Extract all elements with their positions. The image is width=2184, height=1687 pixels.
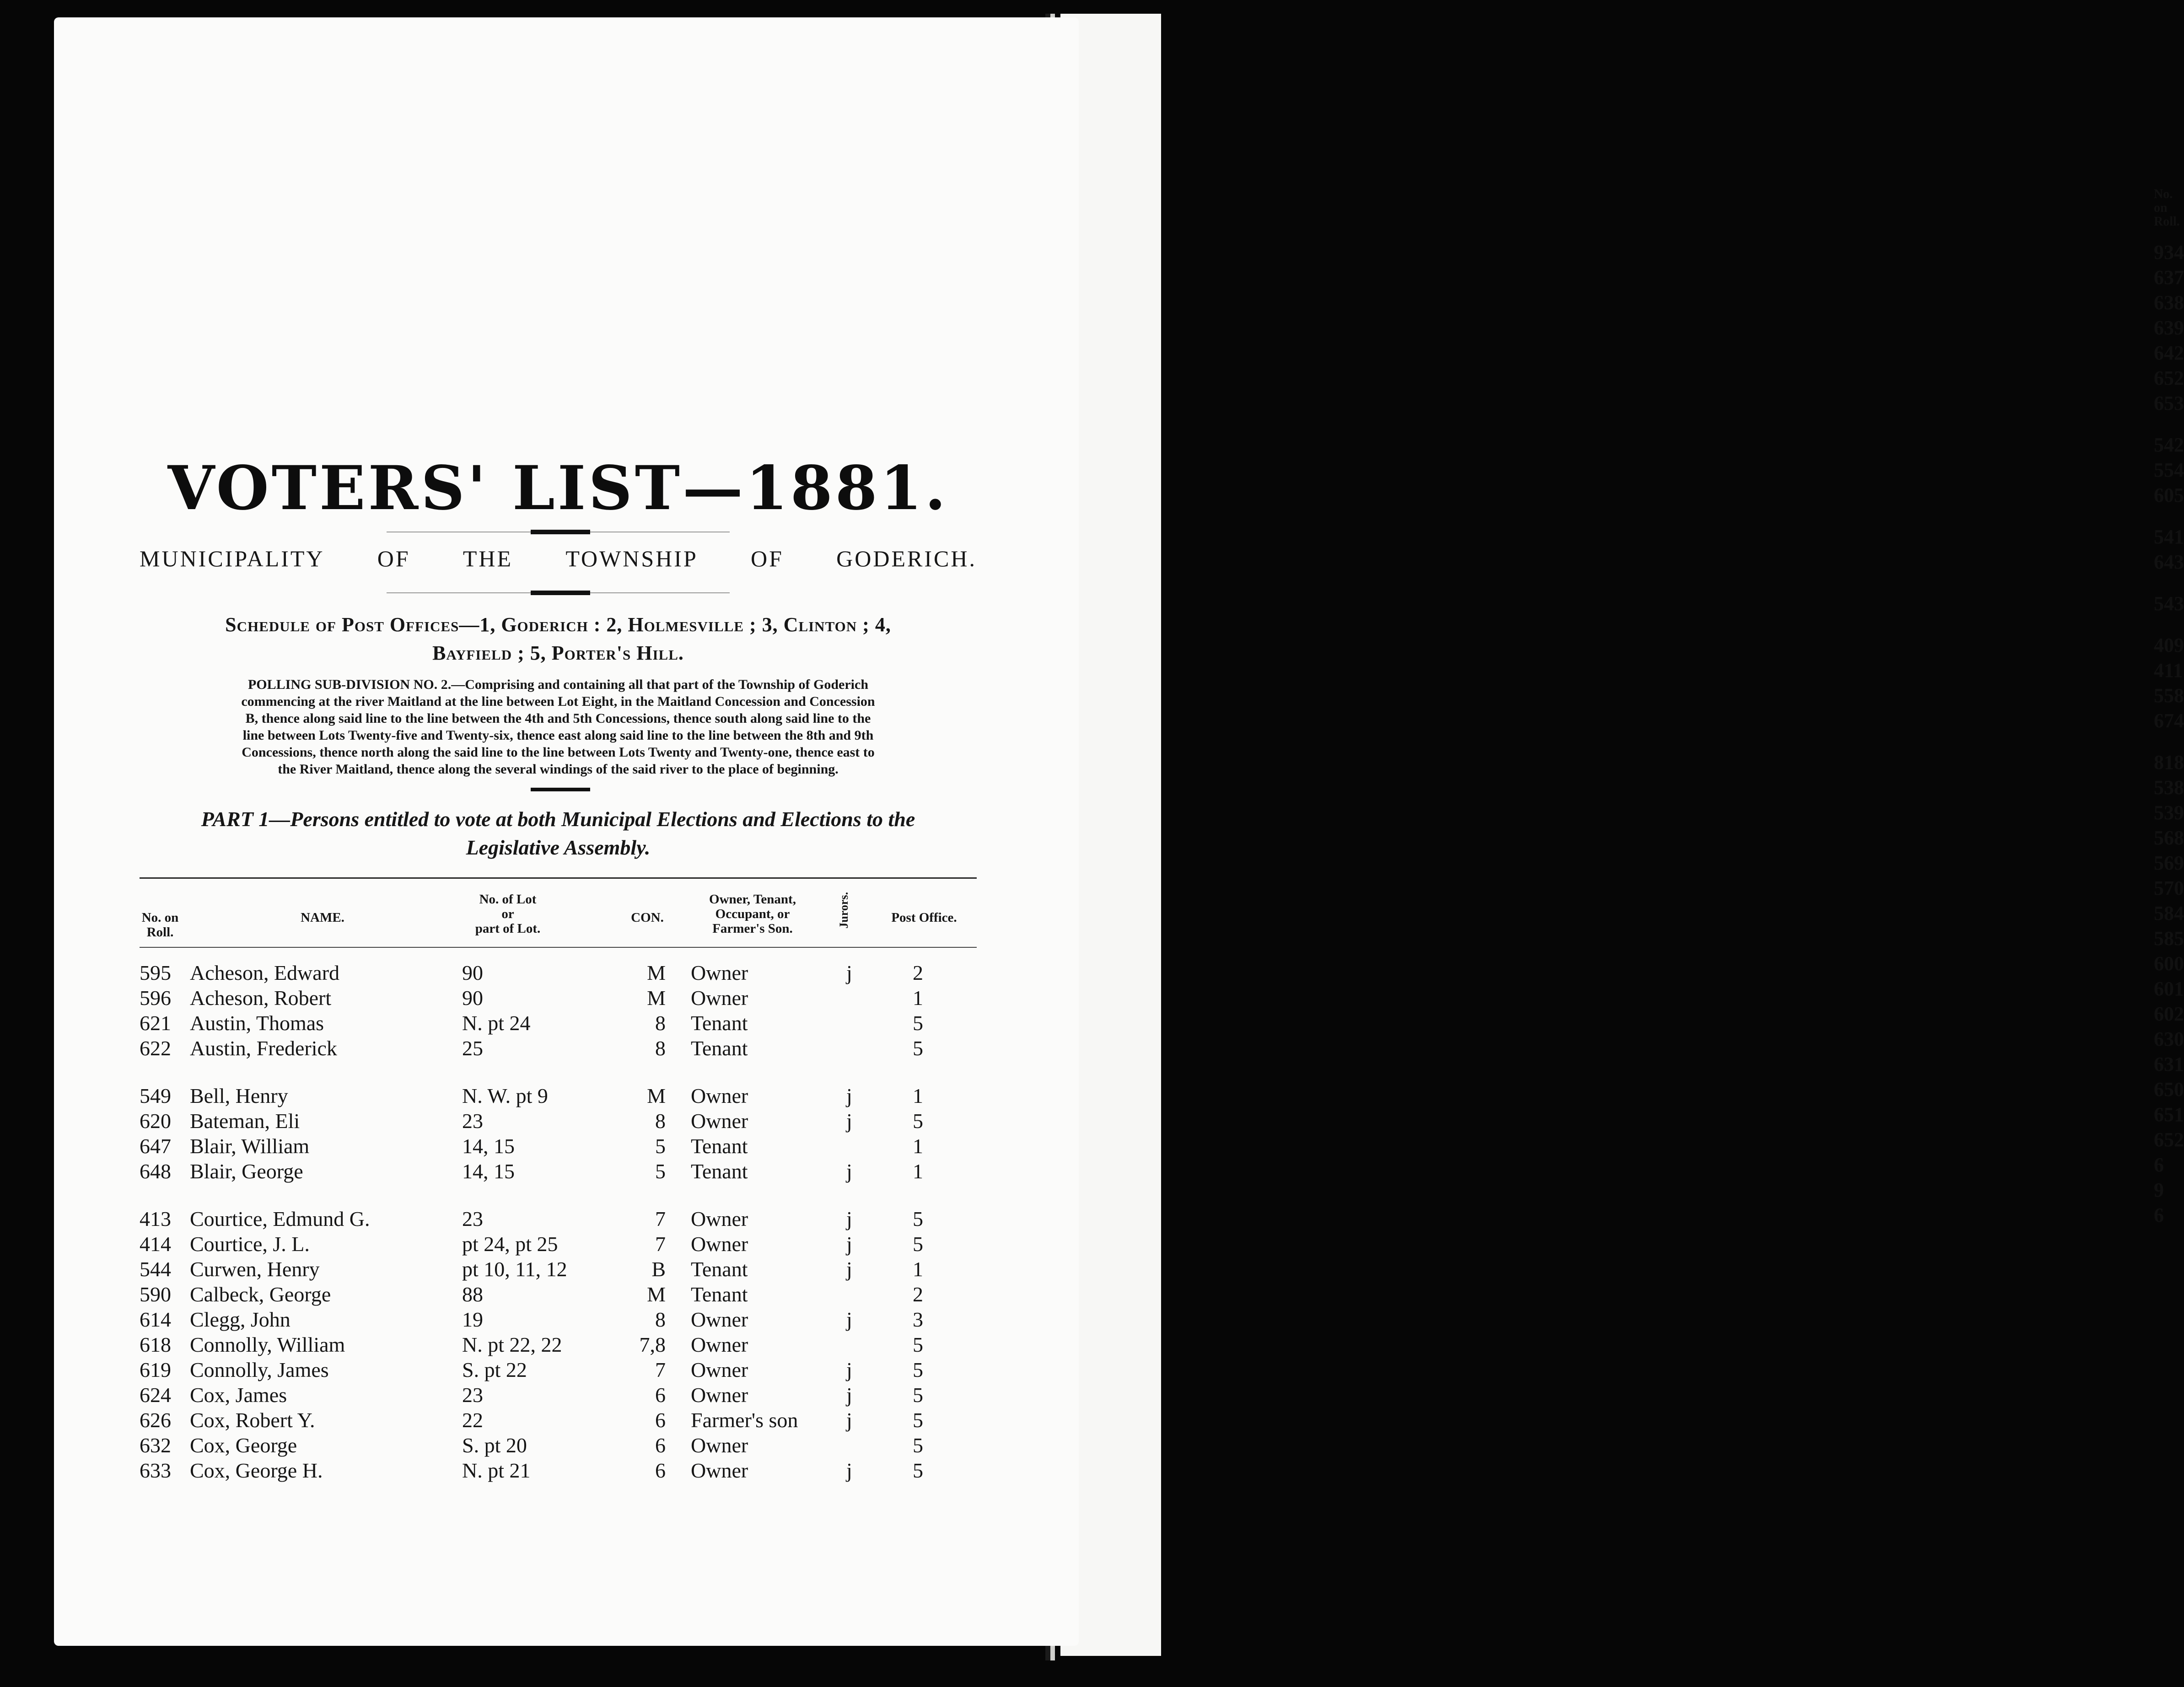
lot-number: 14, 15 <box>462 1134 515 1158</box>
owner-status: Owner <box>691 1358 748 1381</box>
post-office-number: 3 <box>913 1308 923 1331</box>
post-office-number: 1 <box>913 1084 923 1107</box>
header-owner: Owner, Tenant, Occupant, or Farmer's Son. <box>709 892 796 936</box>
owner-status: Owner <box>691 1109 748 1133</box>
header-roll: No. on Roll. <box>141 910 179 940</box>
rule-thick-2 <box>531 591 590 595</box>
next-page-roll-number: 6 <box>2154 1204 2164 1226</box>
concession: 7,8 <box>639 1333 666 1356</box>
voter-name: Acheson, Robert <box>190 986 332 1010</box>
lot-number: S. pt 20 <box>462 1434 527 1457</box>
concession: 5 <box>655 1160 666 1183</box>
next-page-roll-number: 543 <box>2154 592 2184 615</box>
lot-number: N. pt 22, 22 <box>462 1333 562 1356</box>
next-page-roll-number: 637 <box>2154 266 2184 289</box>
roll-number: 590 <box>140 1283 171 1306</box>
table-row <box>140 1433 977 1458</box>
owner-status: Tenant <box>691 1257 748 1281</box>
owner-status: Owner <box>691 1232 748 1256</box>
concession: 8 <box>655 1011 666 1035</box>
next-page-roll-number: 409 <box>2154 634 2184 656</box>
post-office-schedule <box>140 611 977 667</box>
next-page-roll-number: 6 <box>2154 1154 2164 1176</box>
polling-line: POLLING SUB-DIVISION NO. 2.—Comprising and containing all that part of the Township of Goderich <box>247 677 869 692</box>
table-row <box>140 1036 977 1061</box>
voter-name: Curwen, Henry <box>190 1257 320 1281</box>
table-row <box>140 1458 977 1483</box>
concession: M <box>647 1084 666 1107</box>
lot-number: N. pt 21 <box>462 1459 531 1482</box>
voter-name: Blair, George <box>190 1160 303 1183</box>
next-page-roll-number: 639 <box>2154 317 2184 339</box>
next-page-roll-number: 934 <box>2154 241 2184 263</box>
lot-number: 90 <box>462 986 483 1010</box>
rule-thick-1 <box>531 530 590 534</box>
juror-mark: j <box>846 1408 852 1432</box>
post-office-number: 1 <box>913 1134 923 1158</box>
owner-status: Owner <box>691 1207 748 1230</box>
juror-mark: j <box>846 1160 852 1183</box>
concession: 7 <box>655 1358 666 1381</box>
lot-number: 14, 15 <box>462 1160 515 1183</box>
post-office-number: 2 <box>913 1283 923 1306</box>
post-office-number: 5 <box>913 1358 923 1381</box>
concession: 7 <box>655 1232 666 1256</box>
part-line-1: PART 1—Persons entitled to vote at both Municipal Elections and Elections to the <box>201 807 915 831</box>
next-page-roll-number: 542 <box>2154 434 2184 456</box>
edge-gap <box>2154 508 2184 524</box>
post-office-number: 5 <box>913 1207 923 1230</box>
polling-line: Concessions, thence north along the said line to the line between Lots Twenty and Twenty-one, thence east to <box>242 745 875 760</box>
concession: 5 <box>655 1134 666 1158</box>
post-office-number: 5 <box>913 1434 923 1457</box>
concession: 8 <box>655 1308 666 1331</box>
table-row <box>140 1011 977 1036</box>
table-row <box>140 1159 977 1184</box>
next-page-roll-number: 539 <box>2154 801 2184 824</box>
lot-number: pt 10, 11, 12 <box>462 1257 567 1281</box>
table-row <box>140 1408 977 1433</box>
voter-name: Cox, George H. <box>190 1459 323 1482</box>
voter-name: Austin, Thomas <box>190 1011 324 1035</box>
next-page-roll-number: 630 <box>2154 1028 2184 1050</box>
table-top-rule <box>140 877 977 879</box>
owner-status: Owner <box>691 1383 748 1407</box>
next-page-roll-number: 570 <box>2154 877 2184 899</box>
polling-line: commencing at the river Maitland at the line between Lot Eight, in the Maitland Concession and Concession <box>241 694 875 709</box>
concession: 8 <box>655 1037 666 1060</box>
post-office-number: 5 <box>913 1037 923 1060</box>
next-page-roll-number: 605 <box>2154 484 2184 506</box>
concession: M <box>647 961 666 984</box>
roll-number: 624 <box>140 1383 171 1407</box>
voter-name: Austin, Frederick <box>190 1037 337 1060</box>
juror-mark: j <box>846 1257 852 1281</box>
municipality-word: OF <box>750 546 784 571</box>
lot-number: 88 <box>462 1283 483 1306</box>
next-page-roll-number: 558 <box>2154 684 2184 707</box>
table-row <box>140 1207 977 1232</box>
voter-name: Courtice, Edmund G. <box>190 1207 370 1230</box>
municipality-word: GODERICH. <box>836 546 977 571</box>
next-page-roll-number: 643 <box>2154 551 2184 573</box>
voter-name: Clegg, John <box>190 1308 290 1331</box>
rule-thick-3 <box>531 788 590 791</box>
voter-name: Acheson, Edward <box>190 961 340 984</box>
header-name: NAME. <box>301 910 344 925</box>
juror-mark: j <box>846 1084 852 1107</box>
municipality-word: MUNICIPALITY <box>140 546 325 571</box>
owner-status: Tenant <box>691 1134 748 1158</box>
roll-number: 622 <box>140 1037 171 1060</box>
voter-name: Calbeck, George <box>190 1283 331 1306</box>
juror-mark: j <box>846 1358 852 1381</box>
polling-subdivision-description <box>140 676 977 778</box>
owner-status: Owner <box>691 1459 748 1482</box>
owner-status: Owner <box>691 1084 748 1107</box>
roll-number: 614 <box>140 1308 171 1331</box>
roll-number: 595 <box>140 961 171 984</box>
table-row <box>140 1282 977 1307</box>
next-page-roll-number: 601 <box>2154 978 2184 1000</box>
next-page-roll-number: 585 <box>2154 927 2184 950</box>
next-page-roll-number: 674 <box>2154 709 2184 732</box>
table-row <box>140 1383 977 1408</box>
next-page-roll-number: 602 <box>2154 1003 2184 1025</box>
next-page-roll-number: 818 <box>2154 751 2184 774</box>
post-office-number: 1 <box>913 1257 923 1281</box>
concession: 8 <box>655 1109 666 1133</box>
municipality-heading <box>140 545 977 572</box>
roll-number: 647 <box>140 1134 171 1158</box>
concession: M <box>647 1283 666 1306</box>
post-office-number: 5 <box>913 1408 923 1432</box>
voter-name: Bell, Henry <box>190 1084 288 1107</box>
polling-line: the River Maitland, thence along the several windings of the said river to the place of beginning. <box>278 762 839 777</box>
next-page-roll-number: 651 <box>2154 1103 2184 1126</box>
table-row <box>140 1307 977 1332</box>
juror-mark: j <box>846 1207 852 1230</box>
post-office-number: 5 <box>913 1459 923 1482</box>
concession: 6 <box>655 1459 666 1482</box>
owner-status: Owner <box>691 1434 748 1457</box>
municipality-word: TOWNSHIP <box>565 546 698 571</box>
lot-number: N. pt 24 <box>462 1011 531 1035</box>
post-office-number: 2 <box>913 961 923 984</box>
next-page-roll-number: 541 <box>2154 526 2184 548</box>
next-page-roll-number: 554 <box>2154 459 2184 481</box>
roll-number: 632 <box>140 1434 171 1457</box>
juror-mark: j <box>846 1383 852 1407</box>
next-page-roll-number: 538 <box>2154 776 2184 799</box>
table-row <box>140 1084 977 1109</box>
juror-mark: j <box>846 1232 852 1256</box>
next-page-roll-number: 568 <box>2154 827 2184 849</box>
post-office-number: 1 <box>913 1160 923 1183</box>
lot-number: 90 <box>462 961 483 984</box>
part-heading <box>140 805 977 862</box>
roll-number: 414 <box>140 1232 171 1256</box>
juror-mark: j <box>846 1308 852 1331</box>
next-page-roll-number: 584 <box>2154 902 2184 924</box>
concession: 7 <box>655 1207 666 1230</box>
lot-number: 19 <box>462 1308 483 1331</box>
roll-number: 413 <box>140 1207 171 1230</box>
roll-number: 633 <box>140 1459 171 1482</box>
voter-name: Connolly, William <box>190 1333 345 1356</box>
concession: B <box>651 1257 666 1281</box>
post-office-number: 5 <box>913 1011 923 1035</box>
roll-number: 620 <box>140 1109 171 1133</box>
table-row <box>140 1358 977 1383</box>
lot-number: N. W. pt 9 <box>462 1084 548 1107</box>
owner-status: Tenant <box>691 1037 748 1060</box>
roll-number: 619 <box>140 1358 171 1381</box>
polling-line: B, thence along said line to the line between the 4th and 5th Concessions, thence south along said line to the <box>245 711 871 726</box>
juror-mark: j <box>846 1109 852 1133</box>
owner-status: Owner <box>691 961 748 984</box>
post-office-number: 5 <box>913 1333 923 1356</box>
edge-gap <box>2154 416 2184 432</box>
next-page-roll-number: 653 <box>2154 392 2184 414</box>
voter-name: Blair, William <box>190 1134 310 1158</box>
voter-name: Courtice, J. L. <box>190 1232 310 1256</box>
lot-number: 23 <box>462 1207 483 1230</box>
roll-number: 618 <box>140 1333 171 1356</box>
polling-line: line between Lots Twenty-five and Twenty-six, thence east along said line to the line between the 8th and 9th <box>242 728 874 743</box>
table-row <box>140 986 977 1011</box>
voters-table-body <box>140 961 977 1483</box>
next-page-roll-number: 652 <box>2154 367 2184 389</box>
schedule-line-1: Schedule of Post Offices—1, Goderich : 2, Holmesville ; 3, Clinton ; 4, <box>225 613 891 636</box>
lot-number: pt 24, pt 25 <box>462 1232 558 1256</box>
edge-gap <box>2154 616 2184 633</box>
next-page-header: No. on Roll. <box>2154 187 2180 229</box>
roll-number: 621 <box>140 1011 171 1035</box>
owner-status: Tenant <box>691 1283 748 1306</box>
owner-status: Owner <box>691 1308 748 1331</box>
header-jurors: Jurors. <box>837 892 850 929</box>
roll-number: 648 <box>140 1160 171 1183</box>
owner-status: Farmer's son <box>691 1408 798 1432</box>
next-page-roll-number: 9 <box>2154 1179 2164 1201</box>
post-office-number: 1 <box>913 986 923 1010</box>
next-page-roll-number: 411 <box>2154 659 2183 682</box>
concession: 6 <box>655 1434 666 1457</box>
voter-name: Cox, James <box>190 1383 287 1407</box>
owner-status: Tenant <box>691 1011 748 1035</box>
concession: 6 <box>655 1383 666 1407</box>
next-page-roll-number: 652 <box>2154 1128 2184 1151</box>
owner-status: Tenant <box>691 1160 748 1183</box>
roll-number: 549 <box>140 1084 171 1107</box>
owner-status: Owner <box>691 1333 748 1356</box>
part-line-2: Legislative Assembly. <box>466 836 651 859</box>
roll-number: 596 <box>140 986 171 1010</box>
lot-number: 23 <box>462 1109 483 1133</box>
next-page-roll-number: 600 <box>2154 952 2184 975</box>
lot-number: 22 <box>462 1408 483 1432</box>
juror-mark: j <box>846 961 852 984</box>
lot-number: S. pt 22 <box>462 1358 527 1381</box>
lot-number: 23 <box>462 1383 483 1407</box>
municipality-word: OF <box>377 546 410 571</box>
voter-name: Bateman, Eli <box>190 1109 300 1133</box>
edge-gap <box>2154 733 2184 750</box>
table-row <box>140 1257 977 1282</box>
page-title: VOTERS' LIST—1881. <box>167 453 949 524</box>
owner-status: Owner <box>691 986 748 1010</box>
next-page-roll-number: 650 <box>2154 1078 2184 1101</box>
next-page-roll-number: 642 <box>2154 342 2184 364</box>
post-office-number: 5 <box>913 1383 923 1407</box>
post-office-number: 5 <box>913 1232 923 1256</box>
next-page-roll-number: 638 <box>2154 291 2184 314</box>
roll-number: 626 <box>140 1408 171 1432</box>
post-office-number: 5 <box>913 1109 923 1133</box>
voter-name: Connolly, James <box>190 1358 329 1381</box>
table-row <box>140 1134 977 1159</box>
next-page-roll-number: 569 <box>2154 852 2184 874</box>
next-page-roll-numbers <box>2154 188 2184 1228</box>
voter-name: Cox, Robert Y. <box>190 1408 315 1432</box>
lot-number: 25 <box>462 1037 483 1060</box>
header-lot: No. of Lot or part of Lot. <box>475 892 541 936</box>
table-row <box>140 1332 977 1358</box>
header-bottom-rule <box>140 947 977 948</box>
table-row <box>140 1109 977 1134</box>
table-row <box>140 961 977 986</box>
edge-gap <box>2154 575 2184 591</box>
next-page-roll-number: 631 <box>2154 1053 2184 1075</box>
header-post-office: Post Office. <box>891 910 957 925</box>
municipality-word: THE <box>463 546 513 571</box>
header-con: CON. <box>631 910 664 925</box>
concession: M <box>647 986 666 1010</box>
roll-number: 544 <box>140 1257 171 1281</box>
juror-mark: j <box>846 1459 852 1482</box>
voter-name: Cox, George <box>190 1434 297 1457</box>
schedule-line-2: Bayfield ; 5, Porter's Hill. <box>432 642 684 664</box>
concession: 6 <box>655 1408 666 1432</box>
table-row <box>140 1232 977 1257</box>
